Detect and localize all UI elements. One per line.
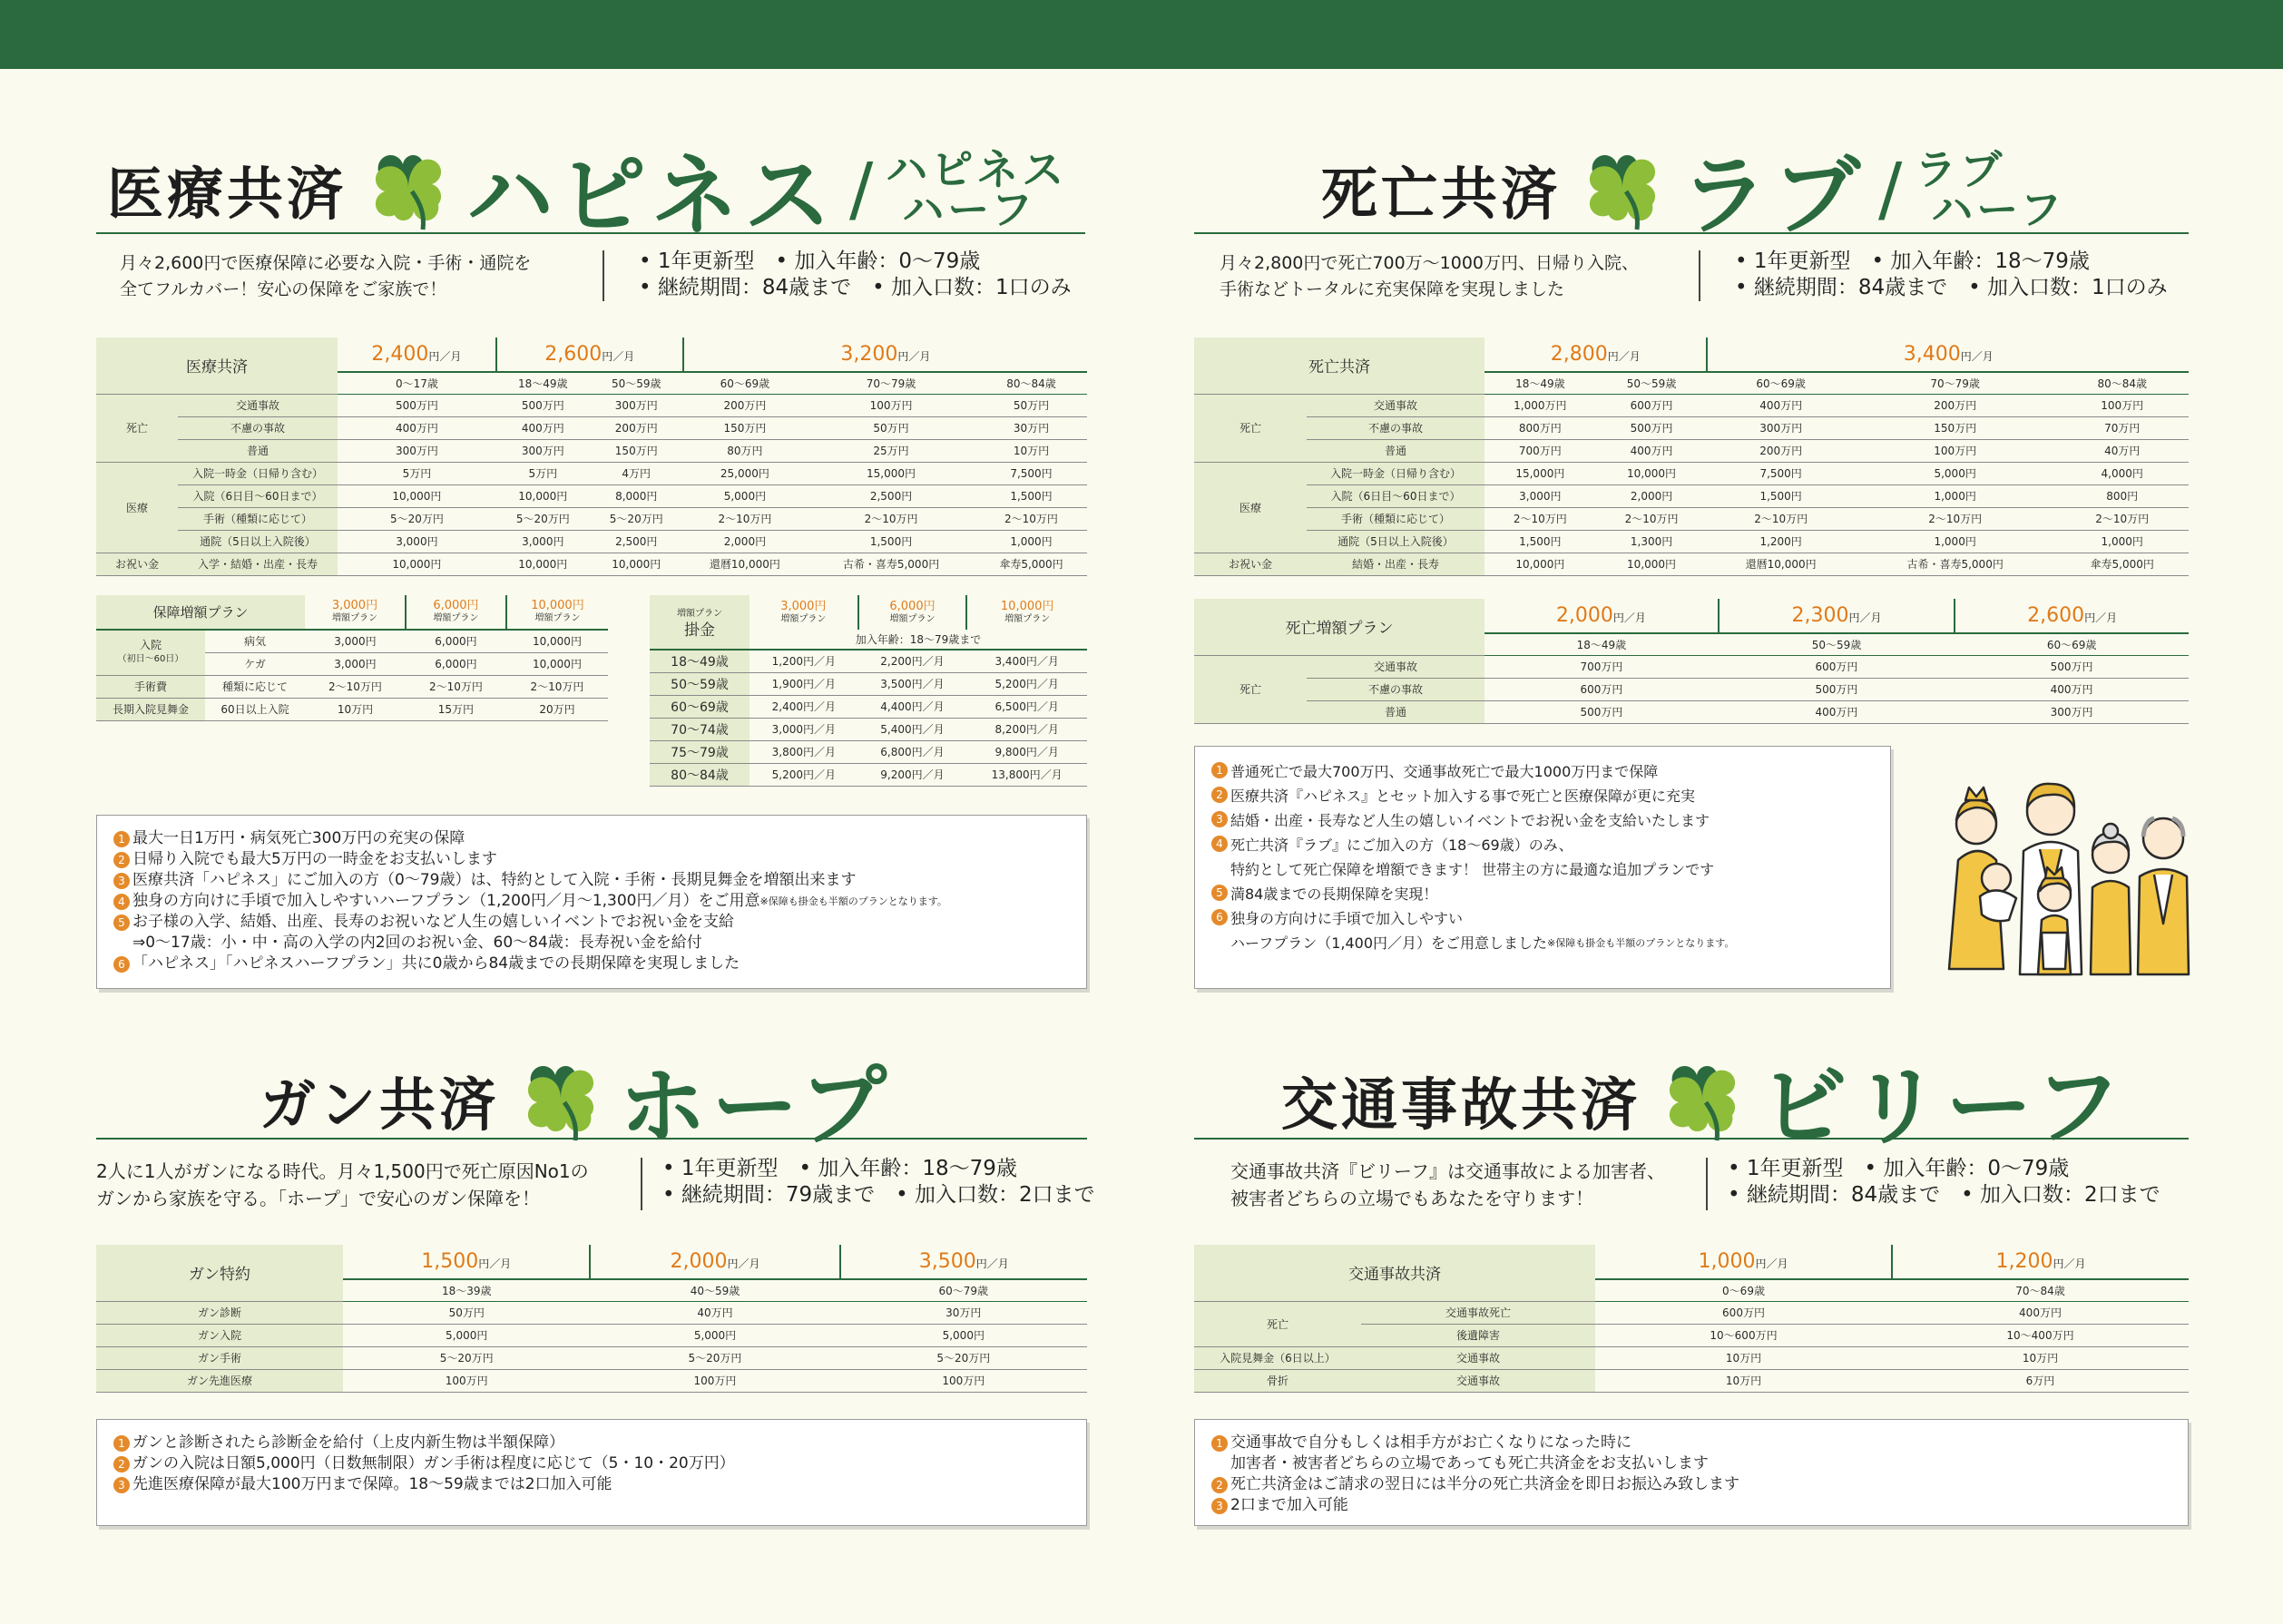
number-badge: 3 [1211, 811, 1228, 827]
happiness-premium-table: 増額プラン 掛金 3,000円 増額プラン 6,000円 増額プラン 10,000円 増額プラン 加入年齢：18〜79歳まで 18〜49歳 1,200円／月 2,200円／月 3,400円／月 50〜59歳 1,900円／月 3,500円／月 5,200円／月 60〜69歳 2,400円／月 4,400円／月 6,500円／月 70〜74歳 3,000円／月 5,400円／月 8,200円／月 75〜79歳 3,800円／月 6,800円／月 9,800円／月 80〜84歳 5,200円／月 9,200円／月 13,800円／月 [650, 595, 1087, 787]
belief-points [1194, 1419, 2189, 1526]
top-banner [0, 0, 2283, 69]
hope-points [96, 1419, 1087, 1526]
clover-icon [1661, 1059, 1744, 1142]
table-row: 死亡 交通事故 500万円 500万円 300万円 200万円 100万円 50万円 [96, 394, 1087, 416]
list-item: 2 日帰り入院でも最大5万円の一時金をお支払いします [113, 849, 1070, 870]
list-item: 2 医療共済『ハピネス』とセット加入する事で死亡と医療保障が更に充実 [1211, 784, 1874, 808]
table-row: ガン診断 50万円 40万円 30万円 [96, 1301, 1087, 1324]
list-item: 4 死亡共済『ラブ』にご加入の方（18〜69歳）のみ、 [1211, 833, 1874, 857]
list-item: ハーフプラン（1,400円／月）をご用意しました ※保障も掛金も半額のプランとなります。 [1230, 934, 1735, 952]
number-badge: 2 [113, 1456, 130, 1472]
love-table: 死亡共済 2,800円／月 3,400円／月 18〜49歳 50〜59歳 60〜69歳 70〜79歳 80〜84歳 死亡 交通事故 1,000万円 600万円 400万円 200万円 100万円 不慮の事故 800万円 500万円 300万円 150万円 70万円 普通 700万円 400万円 200万円 100万円 40万円 医療 入院一時金（日帰り含む） 15,000円 10,000円 7,500円 5,000円 4,000円 入院（6日目〜60日まで） 3,000円 2,000円 1,500円 1,000円 800円 手術（種類に応じて） 2〜10万円 2〜10万円 2〜10万円 2〜10万円 2〜10万円 通院（5日以上入院後） 1,500円 1,300円 1,200円 1,000円 1,000円 お祝い金 結婚・出産・長寿 10,000円 10,000円 還暦10,000円 古希・喜寿5,000円 傘寿5,000円 [1194, 338, 2189, 576]
list-item: 3 先進医療保障が最大100万円まで保障。18〜59歳までは2口加入可能 [113, 1474, 1070, 1495]
table-row: 普通 300万円 300万円 150万円 80万円 25万円 10万円 [96, 439, 1087, 462]
list-item: 1 ガンと診断されたら診断金を給付（上皮内新生物は半額保障） [113, 1433, 1070, 1453]
table-row: 医療 入院一時金（日帰り含む） 15,000円 10,000円 7,500円 5,000円 4,000円 [1194, 462, 2189, 484]
number-badge: 5 [113, 915, 130, 931]
love-title-main: 死亡共済 [1321, 161, 1562, 227]
list-item: 1 普通死亡で最大700万円、交通事故死亡で最大1000万円まで保障 [1211, 759, 1874, 784]
table-row: 通院（5日以上入院後） 3,000円 3,000円 2,500円 2,000円 1,500円 1,000円 [96, 530, 1087, 553]
list-item: 3 結婚・出産・長寿など人生の嬉しいイベントでお祝い金を支給いたします [1211, 808, 1874, 833]
list-item: 2 死亡共済金はご請求の翌日には半分の死亡共済金を即日お振込み致します [1211, 1474, 2171, 1495]
list-item: 3 医療共済「ハピネス」にご加入の方（0〜79歳）は、特約として入院・手術・長期見舞金を増額出来ます [113, 870, 1070, 891]
list-item: 6 「ハピネス」「ハピネスハーフプラン」共に0歳から84歳までの長期保障を実現しました [113, 954, 1070, 974]
list-item: 1 交通事故で自分もしくは相手方がお亡くなりになった時に [1211, 1433, 2171, 1453]
happiness-brand: ハピネス [466, 145, 838, 247]
list-item: 3 2口まで加入可能 [1211, 1495, 2171, 1516]
table-row: 手術（種類に応じて） 5〜20万円 5〜20万円 5〜20万円 2〜10万円 2〜10万円 2〜10万円 [96, 507, 1087, 530]
table-row: ガン手術 5〜20万円 5〜20万円 5〜20万円 [96, 1346, 1087, 1369]
belief-title [1281, 1038, 2126, 1162]
love-title: 死亡共済 ラブ / ラブ ハーフ [1321, 127, 2065, 251]
list-item: 特約として死亡保障を増額できます！ 世帯主の方に最適な追加プランです [1230, 861, 1715, 878]
hope-intro: 2人に1人がガンになる時代。月々1,500円で死亡原因No1の ガンから家族を守る。「ホープ」で安心のガン保障を！ [96, 1160, 589, 1209]
number-badge: 1 [113, 831, 130, 847]
belief-brand: ビリーフ [1760, 1056, 2127, 1158]
table-row: 通院（5日以上入院後） 1,500円 1,300円 1,200円 1,000円 1,000円 [1194, 530, 2189, 553]
list-item: 5 満84歳までの長期保障を実現！ [1211, 882, 1874, 906]
table-row: 60〜69歳 2,400円／月 4,400円／月 6,500円／月 [650, 695, 1087, 718]
family-illustration [1933, 742, 2201, 989]
table-row: お祝い金 結婚・出産・長寿 10,000円 10,000円 還暦10,000円 古希・喜寿5,000円 傘寿5,000円 [1194, 553, 2189, 575]
clover-icon [1581, 148, 1664, 231]
number-badge: 2 [1211, 1477, 1228, 1493]
table-row: 普通 700万円 400万円 200万円 100万円 40万円 [1194, 439, 2189, 462]
love-sub: ラブ ハーフ [1915, 144, 2065, 234]
table-row: 不慮の事故 400万円 400万円 200万円 150万円 50万円 30万円 [96, 416, 1087, 439]
table-row: 死亡 交通事故 1,000万円 600万円 400万円 200万円 100万円 [1194, 394, 2189, 416]
love-intro: 月々2,800円で死亡700万〜1000万円、日帰り入院、 手術などトータルに充実保障を実現しました [1220, 253, 1640, 299]
table-row: 入院（6日目〜60日まで） 10,000円 10,000円 8,000円 5,000円 2,500円 1,500円 [96, 484, 1087, 507]
love-points [1194, 746, 1891, 989]
number-badge: 2 [113, 852, 130, 868]
happiness-sub: ハピネス ハーフ [886, 144, 1068, 234]
list-item: 1 最大一日1万円・病気死亡300万円の充実の保障 [113, 828, 1070, 849]
love-plus-table: 死亡増額プラン 2,000円／月 2,300円／月 2,600円／月 18〜49歳 50〜59歳 60〜69歳 死亡 交通事故 700万円 600万円 500万円 不慮の事故 600万円 500万円 400万円 普通 500万円 400万円 300万円 [1194, 599, 2189, 724]
list-item: 2 ガンの入院は日額5,000円（日数無制限）ガン手術は程度に応じて（5・10・20万円） [113, 1453, 1070, 1474]
hope-title [260, 1038, 892, 1162]
belief-spec: • 1年更新型 • 加入年齢：0〜79歳 • 継続期間：84歳まで • 加入口数：2口まで [1728, 1157, 2161, 1207]
table-row: 80〜84歳 5,200円／月 9,200円／月 13,800円／月 [650, 763, 1087, 786]
number-badge: 4 [1211, 836, 1228, 852]
table-row: 70〜74歳 3,000円／月 5,400円／月 8,200円／月 [650, 718, 1087, 740]
clover-icon [367, 148, 450, 231]
list-item: 6 独身の方向けに手頃で加入しやすい [1211, 906, 1874, 931]
number-badge: 5 [1211, 885, 1228, 901]
number-badge: 6 [1211, 909, 1228, 925]
number-badge: 3 [113, 873, 130, 889]
table-row: 18〜49歳 1,200円／月 2,200円／月 3,400円／月 [650, 650, 1087, 672]
table-row: ガン先進医療 100万円 100万円 100万円 [96, 1369, 1087, 1392]
belief-title-main: 交通事故共済 [1281, 1071, 1641, 1138]
list-item: ⇒0〜17歳：小・中・高の入学の内2回のお祝い金、60〜84歳：長寿祝い金を給付 [132, 934, 702, 952]
table-row: 入院（6日目〜60日まで） 3,000円 2,000円 1,500円 1,000円 800円 [1194, 484, 2189, 507]
happiness-title: 医療共済 ハピネス / ハピネス ハーフ [107, 127, 1067, 251]
love-spec: • 1年更新型 • 加入年齢：18〜79歳 • 継続期間：84歳まで • 加入口数：1口のみ [1735, 249, 2168, 299]
happiness-spec: • 1年更新型 • 加入年齢：0〜79歳 • 継続期間：84歳まで • 加入口数：1口のみ [639, 249, 1072, 299]
belief-table: 交通事故共済 1,000円／月 1,200円／月 0〜69歳 70〜84歳 死亡 交通事故死亡 600万円 400万円 後遺障害 10〜600万円 10〜400万円 入院見舞金（6日以上） 交通事故 10万円 10万円 骨折 交通事故 10万円 6万円 [1194, 1245, 2189, 1393]
number-badge: 1 [1211, 762, 1228, 778]
table-row: 50〜59歳 1,900円／月 3,500円／月 5,200円／月 [650, 672, 1087, 695]
love-brand: ラブ [1680, 145, 1867, 247]
list-item: 5 お子様の入学、結婚、出産、長寿のお祝いなど人生の嬉しいイベントでお祝い金を支給 [113, 912, 1070, 933]
number-badge: 3 [1211, 1498, 1228, 1514]
hope-brand: ホープ [619, 1056, 893, 1158]
table-row: ガン入院 5,000円 5,000円 5,000円 [96, 1324, 1087, 1346]
number-badge: 6 [113, 956, 130, 973]
list-item: 4 独身の方向けに手頃で加入しやすいハーフプラン（1,200円／月〜1,300円／月）をご用意 ※保障も掛金も半額のプランとなります。 [113, 891, 1070, 912]
happiness-points [96, 815, 1087, 989]
number-badge: 3 [113, 1477, 130, 1493]
clover-icon [519, 1059, 603, 1142]
happiness-table: 医療共済 2,400円／月 2,600円／月 3,200円／月 0〜17歳 18〜49歳 50〜59歳 60〜69歳 70〜79歳 80〜84歳 死亡 交通事故 500万円 500万円 300万円 200万円 100万円 50万円 不慮の事故 400万円 400万円 200万円 150万円 50万円 30万円 普通 300万円 300万円 150万円 80万円 25万円 10万円 医療 入院一時金（日帰り含む） 5万円 5万円 4万円 25,000円 15,000円 7,500円 入院（6日目〜60日まで） 10,000円 10,000円 8,000円 5,000円 2,500円 1,500円 手術（種類に応じて） 5〜20万円 5〜20万円 5〜20万円 2〜10万円 2〜10万円 2〜10万円 通院（5日以上入院後） 3,000円 3,000円 2,500円 2,000円 1,500円 1,000円 お祝い金 入学・結婚・出産・長寿 10,000円 10,000円 10,000円 還暦10,000円 古希・喜寿5,000円 傘寿5,000円 [96, 338, 1087, 576]
happiness-title-main: 医療共済 [107, 161, 348, 227]
table-row: 不慮の事故 800万円 500万円 300万円 150万円 70万円 [1194, 416, 2189, 439]
hope-table: ガン特約 1,500円／月 2,000円／月 3,500円／月 18〜39歳 40〜59歳 60〜79歳 ガン診断 50万円 40万円 30万円 ガン入院 5,000円 5,000円 5,000円 ガン手術 5〜20万円 5〜20万円 5〜20万円 ガン先進医療 100万円 100万円 100万円 [96, 1245, 1087, 1393]
table-row: お祝い金 入学・結婚・出産・長寿 10,000円 10,000円 10,000円 還暦10,000円 古希・喜寿5,000円 傘寿5,000円 [96, 553, 1087, 575]
happiness-plus-table: 保障増額プラン 3,000円 増額プラン 6,000円 増額プラン 10,000円 増額プラン 入院 （初日〜60日） 病気 3,000円 6,000円 10,000円 ケガ 3,000円 6,000円 10,000円 手術費 種類に応じて 2〜10万円 2〜10万円 2〜10万円 長期入院見舞金 60日以上入院 10万円 15万円 20万円 [96, 595, 608, 721]
table-row: 75〜79歳 3,800円／月 6,800円／月 9,800円／月 [650, 740, 1087, 763]
list-item: 加害者・被害者どちらの立場であっても死亡共済金をお支払いします [1230, 1454, 1709, 1472]
number-badge: 1 [1211, 1435, 1228, 1452]
hope-title-main: ガン共済 [260, 1071, 500, 1138]
table-row: 手術（種類に応じて） 2〜10万円 2〜10万円 2〜10万円 2〜10万円 2〜10万円 [1194, 507, 2189, 530]
table-row: 医療 入院一時金（日帰り含む） 5万円 5万円 4万円 25,000円 15,000円 7,500円 [96, 462, 1087, 484]
belief-intro: 交通事故共済『ビリーフ』は交通事故による加害者、 被害者どちらの立場でもあなたを守ります！ [1230, 1160, 1665, 1209]
number-badge: 4 [113, 894, 130, 910]
hope-spec: • 1年更新型 • 加入年齢：18〜79歳 • 継続期間：79歳まで • 加入口数：2口まで [662, 1157, 1095, 1207]
happiness-intro: 月々2,600円で医療保障に必要な入院・手術・通院を 全てフルカバー！安心の保障をご家族で！ [120, 253, 532, 299]
number-badge: 1 [113, 1435, 130, 1452]
number-badge: 2 [1211, 787, 1228, 803]
